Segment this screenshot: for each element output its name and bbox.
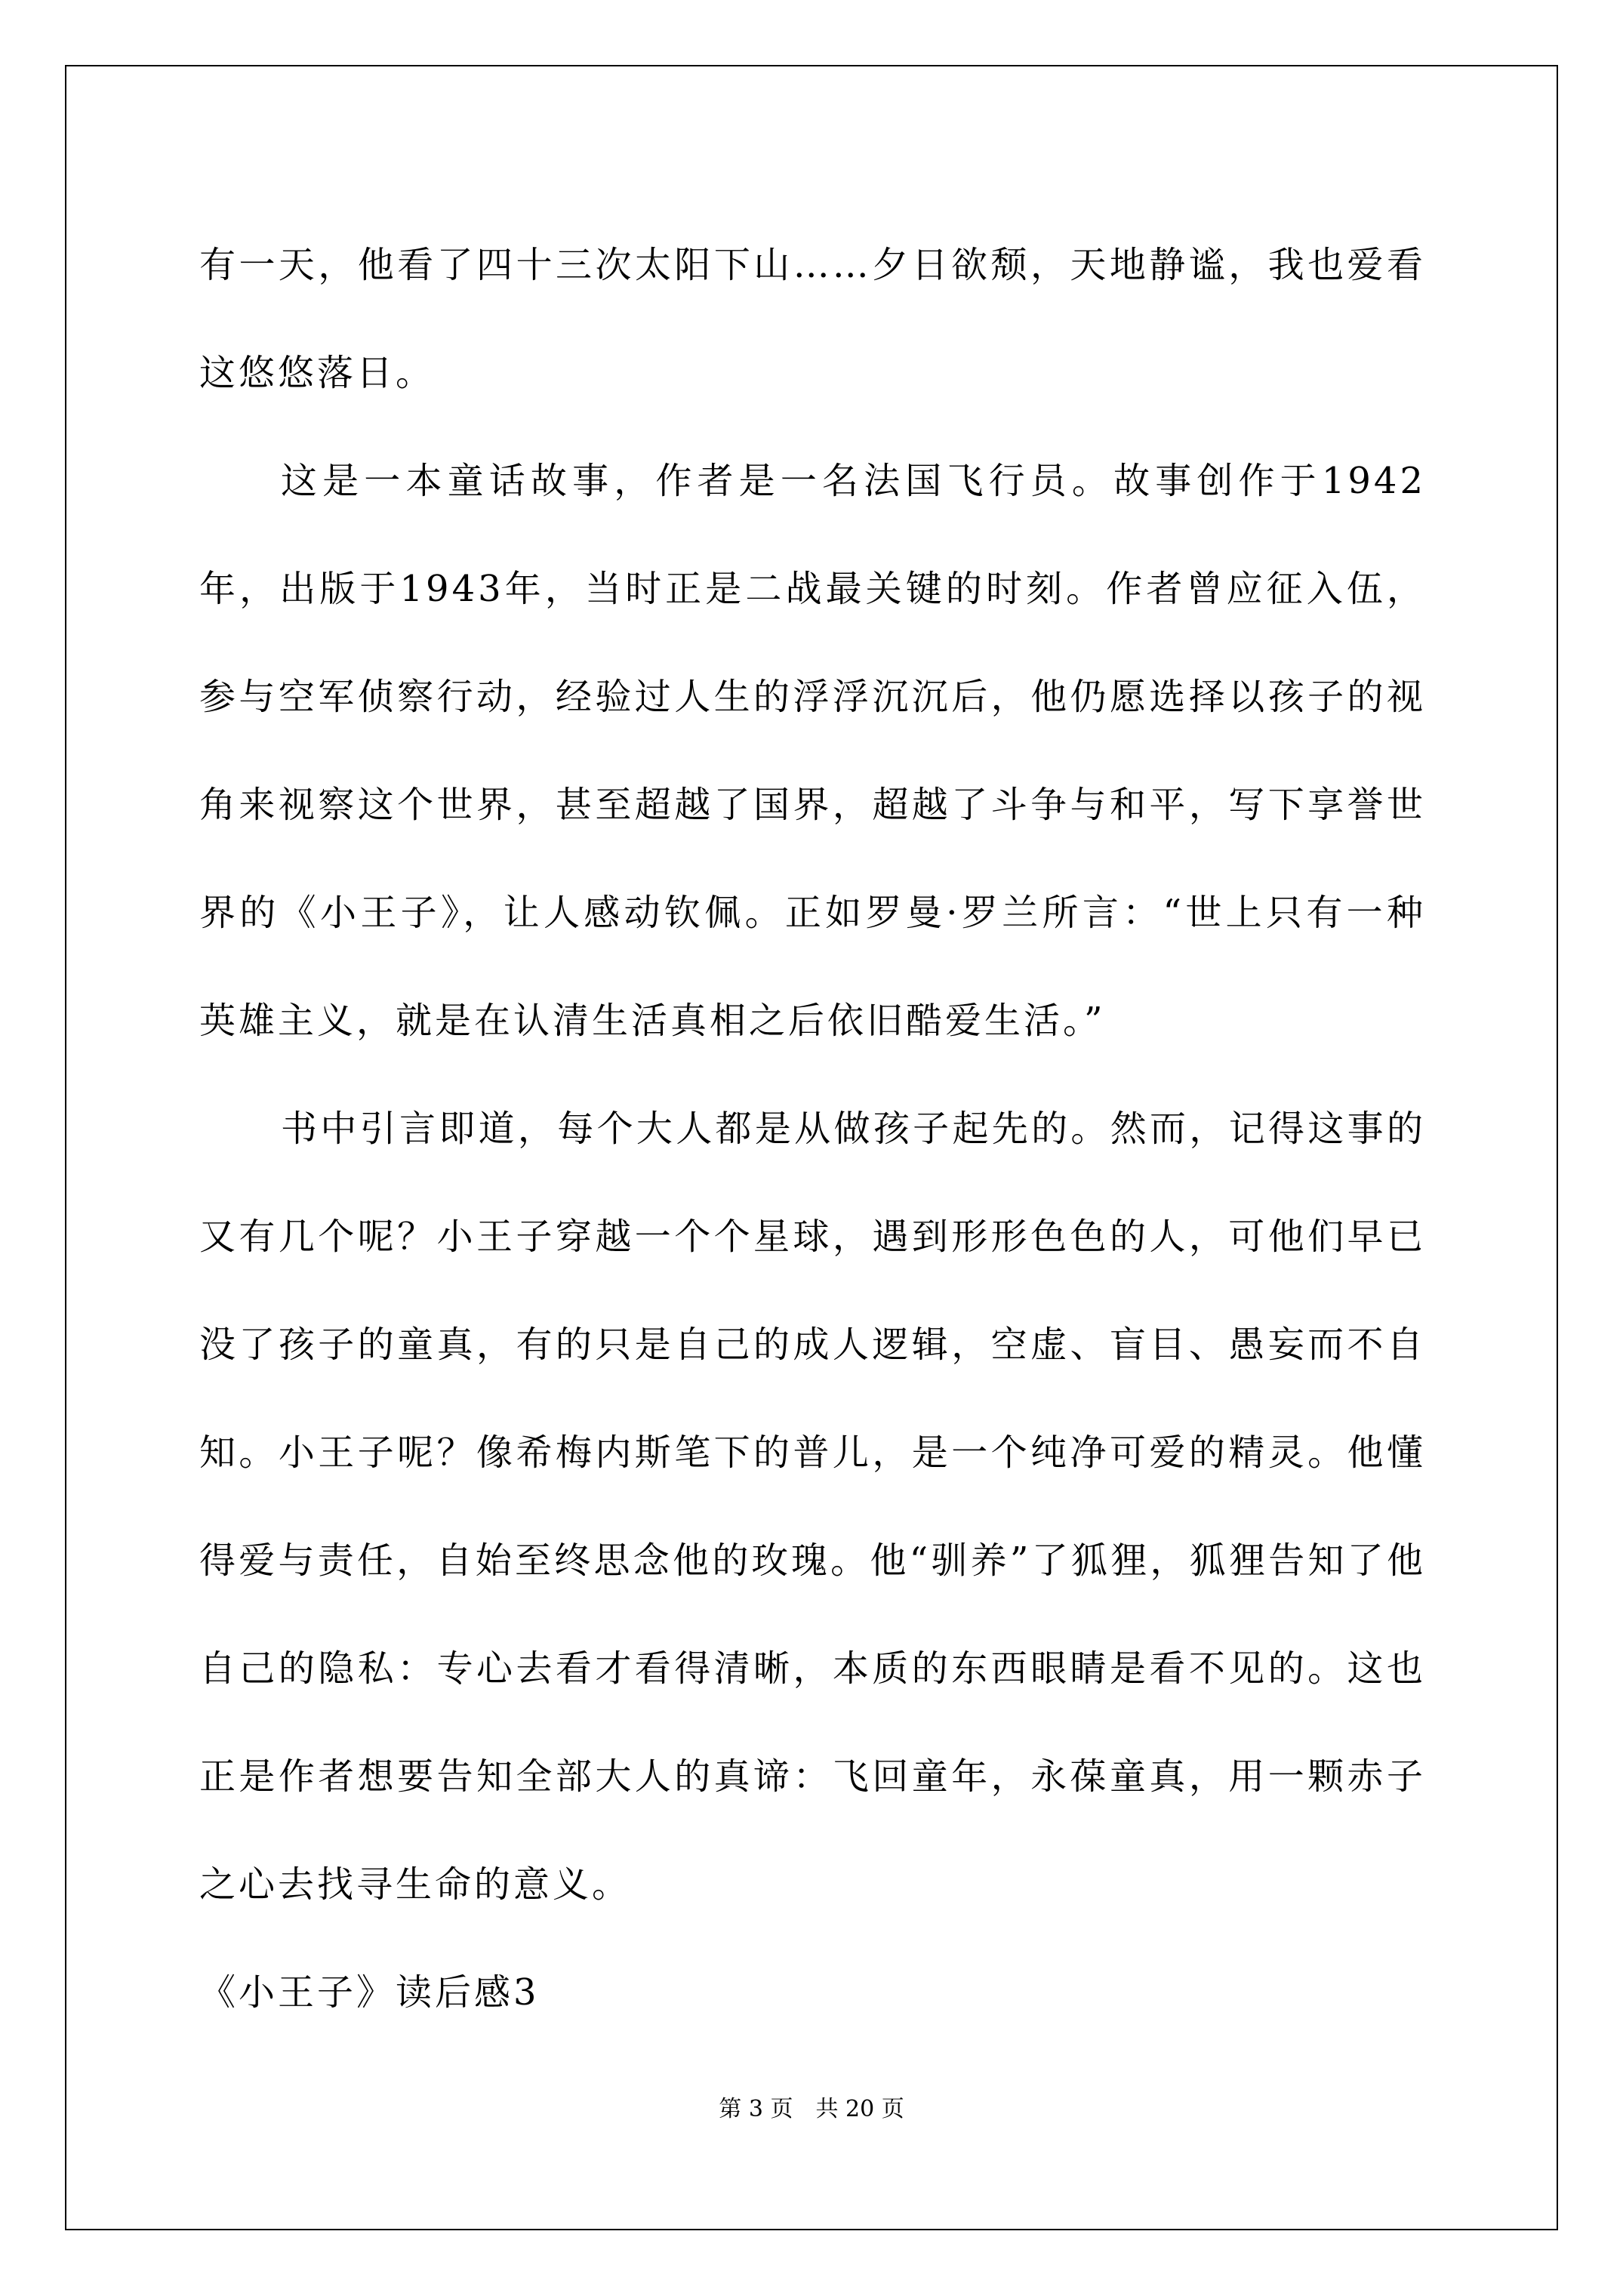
section-heading: 《小王子》读后感3 [199, 1971, 540, 2014]
document-body [199, 211, 1426, 2047]
paragraph: 有一天，他看了四十三次太阳下山……夕日欲颓，天地静谧，我也爱看这悠悠落日。 [199, 244, 1426, 394]
paragraph: 书中引言即道，每个大人都是从做孩子起先的。然而，记得这事的又有几个呢？小王子穿越一个个星球，遇到形形色色的人，可他们早已没了孩子的童真，有的只是自己的成人逻辑，空虚、盲目、愚妄而不自知。小王子呢？像希梅内斯笔下的普儿，是一个纯净可爱的精灵。他懂得爱与责任，自始至终思念他的玫瑰。他“驯养”了狐狸，狐狸告知了他自己的隐私：专心去看才看得清晰，本质的东西眼睛是看不见的。这也正是作者想要告知全部大人的真谛：飞回童年，永葆童真，用一颗赤子之心去找寻生命的意义。 [199, 1108, 1426, 1906]
page-number: 第 3 页 共 20 页 [719, 2096, 904, 2122]
paragraph: 这是一本童话故事，作者是一名法国飞行员。故事创作于1942年，出版于1943年，当时正是二战最关键的时刻。作者曾应征入伍，参与空军侦察行动，经验过人生的浮浮沉沉后，他仍愿选择以孩子的视角来视察这个世界，甚至超越了国界，超越了斗争与和平，写下享誉世界的《小王子》，让人感动钦佩。正如罗曼·罗兰所言：“世上只有一种英雄主义，就是在认清生活真相之后依旧酷爱生活。” [199, 460, 1426, 1042]
